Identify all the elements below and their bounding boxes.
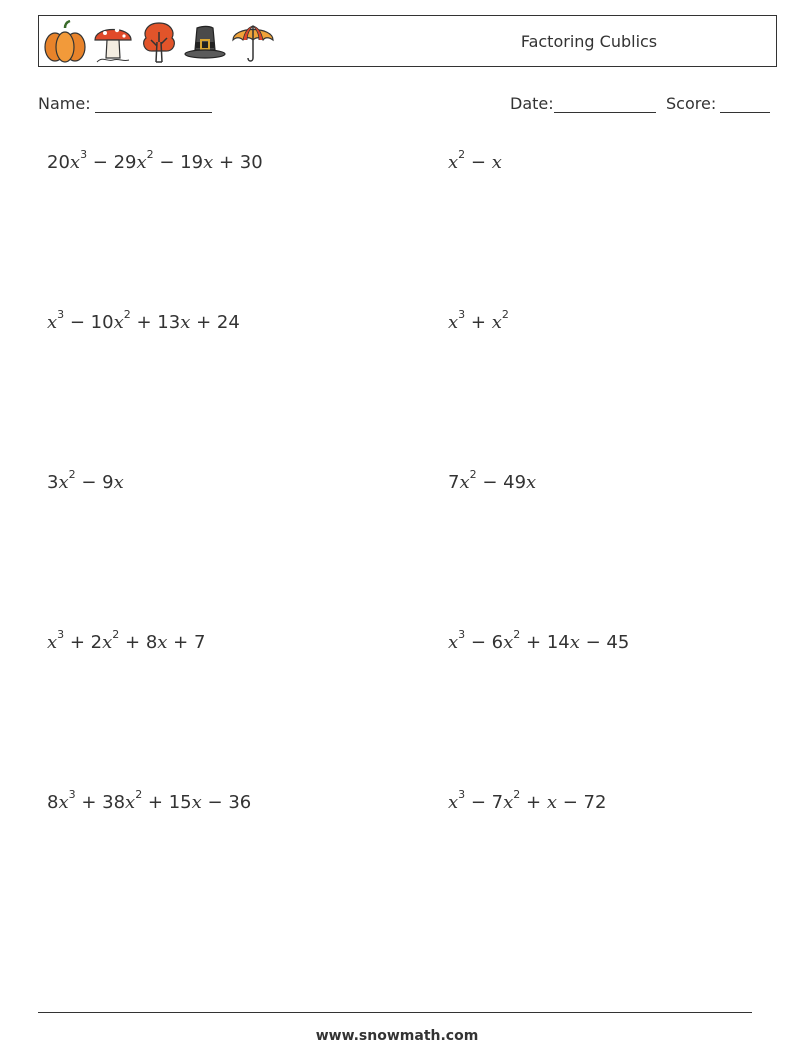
variable: x [47,312,58,333]
variable: x [58,792,69,813]
term-text: + 13 [130,312,181,333]
variable: x [448,792,459,813]
worksheet-title: Factoring Cublics [520,32,658,51]
term-text: 3 [47,472,59,493]
score-line[interactable] [720,112,770,113]
problem-10 [448,788,607,813]
variable: x [448,152,459,173]
header-box [38,15,777,67]
variable: x [113,312,124,333]
exponent: 2 [135,788,143,801]
variable: x [136,152,147,173]
variable: x [191,792,202,813]
term-text: − 7 [465,792,504,813]
term-text: − 36 [201,792,252,813]
variable: x [448,312,459,333]
date-label: Date: [510,94,554,113]
exponent: 2 [469,468,477,481]
variable: x [47,632,58,653]
term-text: 20 [47,152,70,173]
term-text: − 9 [75,472,114,493]
exponent: 3 [80,148,88,161]
exponent: 2 [112,628,120,641]
exponent: 2 [68,468,76,481]
exponent: 2 [458,148,466,161]
term-text: + 7 [167,632,206,653]
problem-1 [47,148,263,173]
date-line[interactable] [554,112,656,113]
problem-2 [448,148,502,173]
term-text: − 72 [556,792,607,813]
problem-3 [47,308,240,333]
term-text: + 30 [213,152,263,173]
pumpkin-icon [43,20,87,64]
info-row [38,92,770,116]
variable: x [157,632,168,653]
header-icons [43,20,275,64]
variable: x [503,792,514,813]
exponent: 3 [68,788,76,801]
problem-9 [47,788,252,813]
term-text: − [465,152,492,173]
problem-8 [448,628,630,653]
term-text: + 24 [190,312,240,333]
name-line[interactable] [95,112,212,113]
exponent: 2 [501,308,509,321]
exponent: 2 [146,148,154,161]
term-text: − 45 [579,632,630,653]
term-text: − 19 [153,152,204,173]
variable: x [491,152,502,173]
exponent: 2 [513,628,521,641]
problem-7 [47,628,206,653]
tree-icon [139,20,179,64]
exponent: 2 [513,788,521,801]
problem-5 [47,468,124,493]
variable: x [113,472,124,493]
variable: x [125,792,136,813]
footer-rule [38,1012,752,1013]
term-text: − 49 [476,472,527,493]
pilgrim-hat-icon [183,20,227,64]
term-text: − 29 [87,152,137,173]
problem-4 [448,308,509,333]
term-text: + 15 [142,792,192,813]
exponent: 2 [123,308,131,321]
term-text: + 38 [75,792,126,813]
term-text: + 8 [119,632,158,653]
exponent: 3 [57,308,65,321]
exponent: 3 [458,788,466,801]
variable: x [69,152,81,173]
variable: x [503,632,514,653]
exponent: 3 [458,308,466,321]
variable: x [102,632,113,653]
variable: x [526,472,537,493]
score-label: Score: [666,94,717,113]
term-text: − 10 [64,312,114,333]
variable: x [459,472,470,493]
variable: x [180,312,191,333]
variable: x [569,632,580,653]
umbrella-icon [231,20,275,64]
mushroom-icon [91,20,135,64]
variable: x [491,312,502,333]
variable: x [448,632,459,653]
term-text: + [465,312,492,333]
term-text: + 2 [64,632,103,653]
variable: x [58,472,69,493]
variable: x [203,152,214,173]
exponent: 3 [57,628,65,641]
term-text: + 14 [520,632,570,653]
variable: x [546,792,557,813]
exponent: 3 [458,628,466,641]
term-text: 8 [47,792,59,813]
problem-6 [448,468,537,493]
term-text: + [520,792,547,813]
name-label: Name: [38,94,91,113]
footer-site: www.snowmath.com [315,1028,479,1044]
term-text: − 6 [465,632,504,653]
term-text: 7 [448,472,460,493]
